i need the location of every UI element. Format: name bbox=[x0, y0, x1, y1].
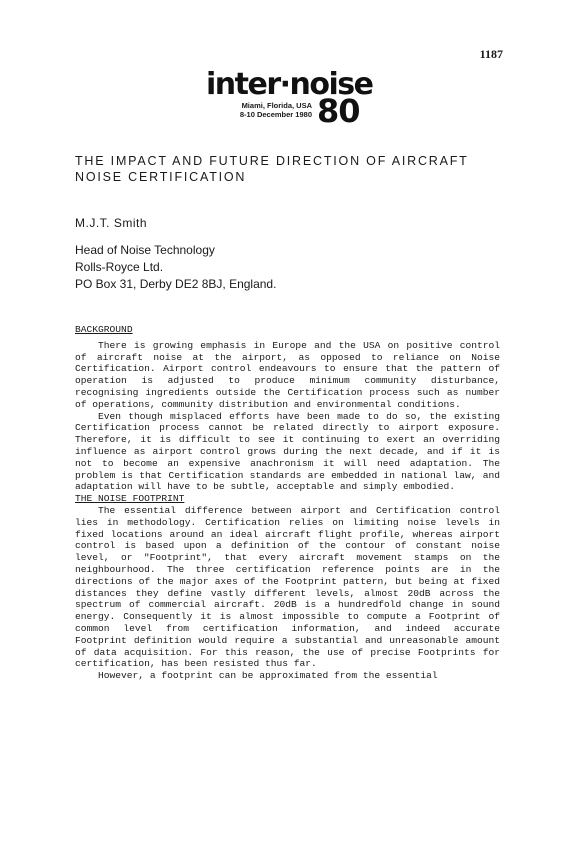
body-paragraph: Even though misplaced efforts have been made to do so, the existing Certification process cannot be related directly to airport exposure. Therefore, it is difficult to see it continuing to exert an overriding influence as airport control grows during the next decade, and if it is not to become an expensive anachronism it will need adaptation. The problem is that Certification standards are embedded in national law, and adaptation will have to be subtle, acceptable and simply embodied. bbox=[75, 410, 500, 493]
author-name: M.J.T. Smith bbox=[75, 216, 148, 230]
section-heading-noise-footprint: THE NOISE FOOTPRINT bbox=[75, 493, 185, 505]
conference-logo bbox=[206, 67, 373, 130]
paper-body bbox=[75, 324, 500, 682]
section-heading-background: BACKGROUND bbox=[75, 324, 133, 335]
body-paragraph: The essential difference between airport and Certification control lies in methodology. Certification relies on limiting noise levels in fixed locations around an ideal aircraft flight profile, whereas airport control is based upon a definition of the contour of constant noise level, or "Footprint", that every aircraft movement stamps on the neighbourhood. The three certification reference points are in the directions of the major axes of the Footprint pattern, but being at fixed distances they define vastly different levels, almost 20dB across the spectrum of commercial aircraft. 20dB is a hundredfold change in sound energy. Consequently it is almost impossible to compute a Footprint of common level from certification information, and indeed accurate Footprint definition would require a substantial and unreasonable amount of data acquisition. For this reason, the use of precise Footprints for certification, has been resisted thus far. bbox=[75, 504, 500, 670]
body-paragraph: There is growing emphasis in Europe and the USA on positive control of aircraft noise at the airport, as opposed to reliance on Noise Certification. Airport control endeavours to ensure that the pattern of operation is adjusted to produce minimum community disturbance, recognising ingredients outside the Certification process such as number of operations, community distribution and environmental conditions. bbox=[75, 339, 500, 410]
logo-venue bbox=[224, 101, 312, 119]
affiliation-line: Rolls-Royce Ltd. bbox=[75, 260, 164, 274]
logo-dates: 8-10 December 1980 bbox=[239, 110, 312, 119]
author-affiliation bbox=[75, 242, 276, 293]
affiliation-line: PO Box 31, Derby DE2 8BJ, England. bbox=[75, 277, 277, 291]
body-paragraph: However, a footprint can be approximated from the essential bbox=[98, 670, 438, 682]
paper-title: THE IMPACT AND FUTURE DIRECTION OF AIRCRAFT NOISE CERTIFICATION bbox=[75, 154, 469, 184]
affiliation-line: Head of Noise Technology bbox=[75, 243, 215, 257]
logo-wordmark: inter·noise bbox=[206, 67, 373, 102]
page-number: 1187 bbox=[479, 47, 503, 61]
logo-place: Miami, Florida, USA bbox=[241, 101, 312, 110]
logo-year: 80 bbox=[317, 92, 360, 130]
